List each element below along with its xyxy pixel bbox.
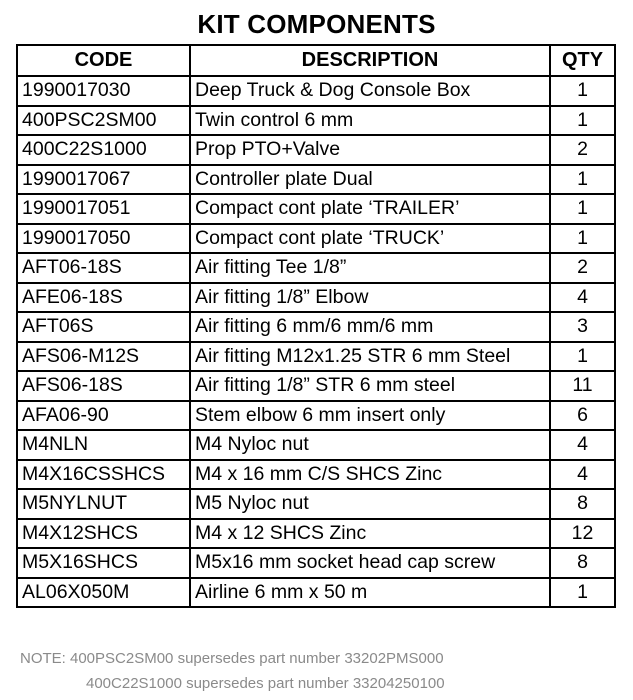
cell-qty: 2 <box>550 135 615 165</box>
cell-description: Stem elbow 6 mm insert only <box>190 401 550 431</box>
cell-description: Prop PTO+Valve <box>190 135 550 165</box>
column-header-code: CODE <box>17 45 190 76</box>
cell-code: 1990017051 <box>17 194 190 224</box>
cell-code: AL06X050M <box>17 578 190 608</box>
table-row <box>17 76 615 106</box>
table-row <box>17 460 615 490</box>
table-row <box>17 135 615 165</box>
cell-qty: 1 <box>550 194 615 224</box>
cell-description: Compact cont plate ‘TRAILER’ <box>190 194 550 224</box>
cell-description: Air fitting 6 mm/6 mm/6 mm <box>190 312 550 342</box>
cell-code: 1990017050 <box>17 224 190 254</box>
table-row <box>17 106 615 136</box>
cell-description: M4 Nyloc nut <box>190 430 550 460</box>
cell-qty: 1 <box>550 76 615 106</box>
cell-code: AFE06-18S <box>17 283 190 313</box>
cell-code: 1990017030 <box>17 76 190 106</box>
cell-qty: 2 <box>550 253 615 283</box>
cell-code: 1990017067 <box>17 165 190 195</box>
column-header-description: DESCRIPTION <box>190 45 550 76</box>
table-row <box>17 253 615 283</box>
cell-qty: 4 <box>550 460 615 490</box>
cell-code: AFS06-18S <box>17 371 190 401</box>
cell-description: Twin control 6 mm <box>190 106 550 136</box>
cell-qty: 1 <box>550 578 615 608</box>
cell-qty: 1 <box>550 106 615 136</box>
column-header-qty: QTY <box>550 45 615 76</box>
cell-code: AFT06-18S <box>17 253 190 283</box>
cell-description: Compact cont plate ‘TRUCK’ <box>190 224 550 254</box>
cell-code: AFS06-M12S <box>17 342 190 372</box>
table-row <box>17 489 615 519</box>
table-row <box>17 578 615 608</box>
cell-qty: 8 <box>550 489 615 519</box>
cell-qty: 1 <box>550 224 615 254</box>
cell-code: M4NLN <box>17 430 190 460</box>
cell-qty: 4 <box>550 283 615 313</box>
cell-qty: 4 <box>550 430 615 460</box>
cell-code: M5X16SHCS <box>17 548 190 578</box>
cell-code: M5NYLNUT <box>17 489 190 519</box>
table-body <box>17 76 615 607</box>
cell-description: Airline 6 mm x 50 m <box>190 578 550 608</box>
table-header-row <box>17 45 615 76</box>
cell-description: M5 Nyloc nut <box>190 489 550 519</box>
table-row <box>17 371 615 401</box>
table-row <box>17 548 615 578</box>
table-row <box>17 224 615 254</box>
cell-description: Controller plate Dual <box>190 165 550 195</box>
cell-description: Deep Truck & Dog Console Box <box>190 76 550 106</box>
note-line-1: NOTE: 400PSC2SM00 supersedes part number 33202PMS000 <box>20 650 444 667</box>
table-row <box>17 194 615 224</box>
cell-qty: 1 <box>550 342 615 372</box>
table-row <box>17 519 615 549</box>
cell-code: AFA06-90 <box>17 401 190 431</box>
table-row <box>17 283 615 313</box>
cell-description: Air fitting M12x1.25 STR 6 mm Steel <box>190 342 550 372</box>
table-row <box>17 401 615 431</box>
cell-code: M4X12SHCS <box>17 519 190 549</box>
cell-description: M4 x 12 SHCS Zinc <box>190 519 550 549</box>
cell-qty: 6 <box>550 401 615 431</box>
table-row <box>17 342 615 372</box>
table-row <box>17 165 615 195</box>
cell-code: 400PSC2SM00 <box>17 106 190 136</box>
note-line-2: 400C22S1000 supersedes part number 33204250100 <box>86 675 445 692</box>
cell-description: M5x16 mm socket head cap screw <box>190 548 550 578</box>
cell-description: Air fitting 1/8” Elbow <box>190 283 550 313</box>
cell-code: M4X16CSSHCS <box>17 460 190 490</box>
cell-qty: 11 <box>550 371 615 401</box>
cell-qty: 1 <box>550 165 615 195</box>
kit-components-table <box>16 44 616 608</box>
cell-qty: 8 <box>550 548 615 578</box>
cell-description: M4 x 16 mm C/S SHCS Zinc <box>190 460 550 490</box>
page-title: KIT COMPONENTS <box>197 9 436 39</box>
table-row <box>17 430 615 460</box>
cell-description: Air fitting Tee 1/8” <box>190 253 550 283</box>
cell-code: AFT06S <box>17 312 190 342</box>
cell-code: 400C22S1000 <box>17 135 190 165</box>
cell-qty: 3 <box>550 312 615 342</box>
cell-qty: 12 <box>550 519 615 549</box>
cell-description: Air fitting 1/8” STR 6 mm steel <box>190 371 550 401</box>
table-row <box>17 312 615 342</box>
